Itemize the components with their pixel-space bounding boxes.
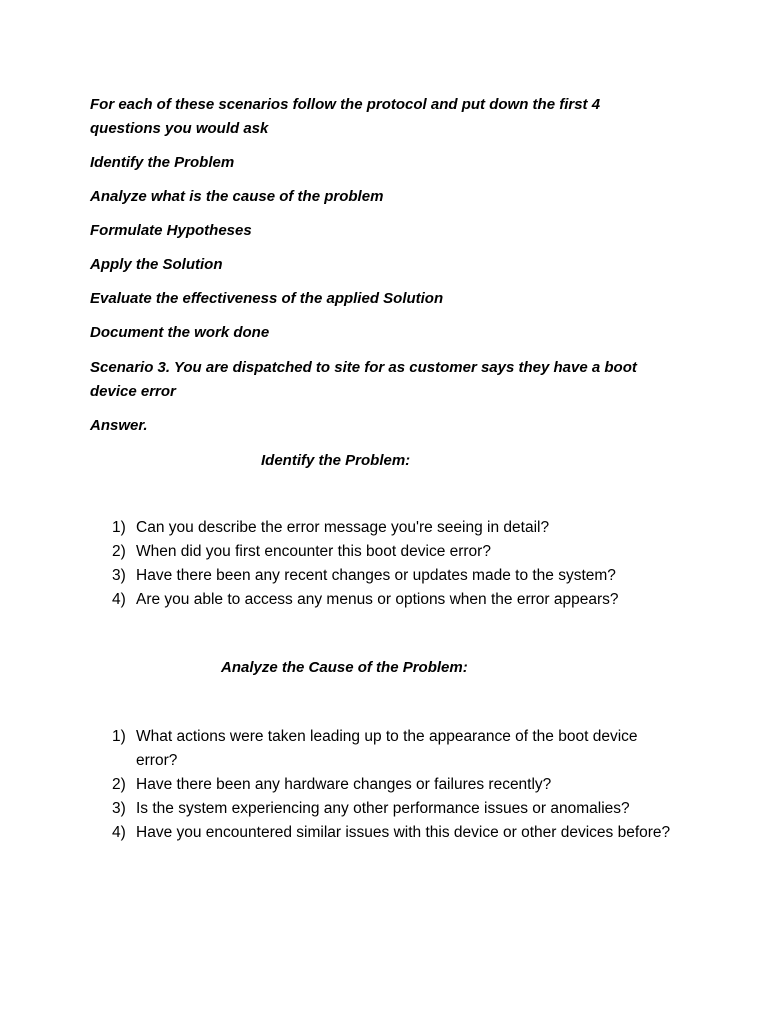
question-list-analyze <box>112 725 672 845</box>
question-text: When did you first encounter this boot device error? <box>136 543 491 560</box>
section-heading-analyze: Analyze the Cause of the Problem: <box>221 659 468 676</box>
list-item <box>112 588 672 612</box>
step-document: Document the work done <box>90 324 270 341</box>
instruction-text: For each of these scenarios follow the protocol and put down the first 4 questions you would ask <box>90 96 601 137</box>
answer-label: Answer. <box>90 417 148 434</box>
list-item <box>112 725 672 773</box>
scenario-text: Scenario 3. You are dispatched to site for as customer says they have a boot device error <box>90 359 637 400</box>
list-number: 3) <box>112 800 126 817</box>
list-item <box>112 540 672 564</box>
step-evaluate: Evaluate the effectiveness of the applied Solution <box>90 290 444 307</box>
question-text: Are you able to access any menus or options when the error appears? <box>136 591 619 608</box>
list-item <box>112 797 672 821</box>
list-number: 3) <box>112 567 126 584</box>
question-text: Can you describe the error message you're seeing in detail? <box>136 519 550 536</box>
step-identify: Identify the Problem <box>90 154 235 171</box>
question-text: Have there been any hardware changes or failures recently? <box>136 776 552 793</box>
question-text: Is the system experiencing any other performance issues or anomalies? <box>136 800 630 817</box>
list-number: 1) <box>112 519 126 536</box>
list-item <box>112 516 672 540</box>
section-heading-identify: Identify the Problem: <box>261 452 411 469</box>
list-number: 2) <box>112 543 126 560</box>
question-list-identify <box>112 516 672 612</box>
list-item <box>112 564 672 588</box>
list-number: 2) <box>112 776 126 793</box>
step-analyze: Analyze what is the cause of the problem <box>90 188 384 205</box>
list-number: 4) <box>112 591 126 608</box>
question-text: Have you encountered similar issues with this device or other devices before? <box>136 824 671 841</box>
step-apply: Apply the Solution <box>90 256 223 273</box>
list-item <box>112 773 672 797</box>
list-number: 4) <box>112 824 126 841</box>
question-text: What actions were taken leading up to the appearance of the boot device error? <box>136 728 638 769</box>
question-text: Have there been any recent changes or updates made to the system? <box>136 567 616 584</box>
step-formulate: Formulate Hypotheses <box>90 222 252 239</box>
list-number: 1) <box>112 728 126 745</box>
list-item <box>112 821 672 845</box>
